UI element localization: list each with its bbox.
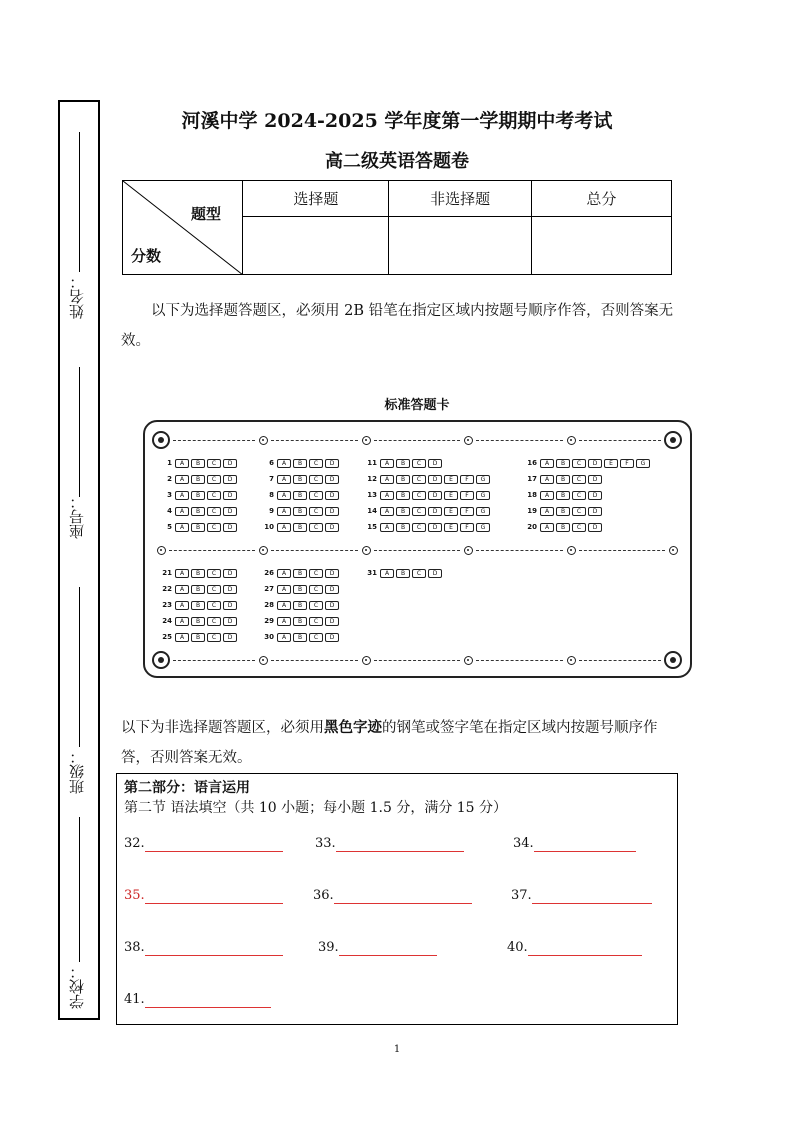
- page-subtitle: 高二级英语答题卷: [325, 151, 469, 172]
- answer-bubble[interactable]: B: [556, 523, 570, 532]
- question-number: 11: [367, 459, 377, 467]
- answer-bubble[interactable]: C: [309, 459, 323, 468]
- dashed-timing-line: [374, 440, 460, 441]
- timing-mark-icon: [157, 546, 166, 555]
- question-number: 28: [264, 601, 274, 609]
- question-number: 3: [167, 491, 172, 499]
- answer-bubble[interactable]: B: [293, 523, 307, 532]
- answer-bubble[interactable]: A: [175, 459, 189, 468]
- dashed-timing-line: [271, 660, 358, 661]
- dashed-timing-line: [579, 440, 661, 441]
- answer-bubble[interactable]: B: [191, 633, 205, 642]
- school-line: [79, 817, 80, 962]
- question-number: 25: [162, 633, 172, 641]
- blank-item: [318, 940, 437, 956]
- timing-mark-icon: [259, 656, 268, 665]
- answer-bubble[interactable]: C: [207, 601, 221, 610]
- dashed-timing-line: [579, 660, 661, 661]
- answer-bubble[interactable]: B: [396, 491, 410, 500]
- choice-instruction: 以下为选择题答题区，必须用 2B 铅笔在指定区域内按题号顺序作答，否则答案无效。: [121, 303, 674, 349]
- answer-bubble[interactable]: D: [223, 569, 237, 578]
- blank-item: [315, 836, 464, 852]
- dashed-timing-line: [169, 550, 255, 551]
- dashed-timing-line: [271, 440, 358, 441]
- answer-bubble[interactable]: C: [309, 523, 323, 532]
- answer-bubble[interactable]: D: [223, 633, 237, 642]
- answer-bubble[interactable]: A: [277, 601, 291, 610]
- answer-bubble[interactable]: D: [325, 507, 339, 516]
- question-number: 26: [264, 569, 274, 577]
- answer-bubble[interactable]: A: [380, 523, 394, 532]
- nonchoice-instruction: [121, 713, 677, 773]
- answer-bubble[interactable]: A: [175, 475, 189, 484]
- question-number: 1: [167, 459, 172, 467]
- answer-bubble[interactable]: G: [636, 459, 650, 468]
- answer-bubble[interactable]: B: [191, 475, 205, 484]
- blank-item: [507, 940, 642, 956]
- answer-bubble[interactable]: A: [277, 523, 291, 532]
- answer-bubble[interactable]: G: [476, 491, 490, 500]
- question-number: 12: [367, 475, 377, 483]
- answer-bubble[interactable]: D: [428, 523, 442, 532]
- dashed-timing-line: [173, 660, 255, 661]
- answer-bubble[interactable]: D: [588, 507, 602, 516]
- answer-bubble[interactable]: B: [293, 585, 307, 594]
- answer-bubble[interactable]: B: [396, 569, 410, 578]
- answer-bubble[interactable]: D: [588, 491, 602, 500]
- timing-mark-icon: [567, 656, 576, 665]
- answer-bubble[interactable]: B: [191, 459, 205, 468]
- blank-number: 37.: [511, 888, 532, 903]
- answer-bubble[interactable]: A: [277, 633, 291, 642]
- answer-bubble[interactable]: B: [396, 459, 410, 468]
- answer-bubble[interactable]: B: [556, 475, 570, 484]
- page-number: 1: [393, 1044, 401, 1055]
- blank-number: 32.: [124, 836, 145, 851]
- answer-bubble[interactable]: F: [460, 491, 474, 500]
- registration-mark-icon: [152, 651, 170, 669]
- col-header-total: 总分: [531, 181, 671, 217]
- grammar-answer-box: [116, 773, 678, 1025]
- answer-bubble[interactable]: D: [325, 601, 339, 610]
- timing-mark-icon: [464, 656, 473, 665]
- answer-bubble[interactable]: C: [207, 569, 221, 578]
- answer-bubble[interactable]: E: [444, 507, 458, 516]
- answer-bubble[interactable]: C: [309, 491, 323, 500]
- answer-bubble[interactable]: A: [175, 585, 189, 594]
- timing-mark-icon: [362, 546, 371, 555]
- answer-bubble[interactable]: D: [223, 585, 237, 594]
- answer-bubble[interactable]: D: [325, 491, 339, 500]
- blank-number: 36.: [313, 888, 334, 903]
- answer-bubble[interactable]: D: [428, 475, 442, 484]
- question-number: 22: [162, 585, 172, 593]
- blank-item: [124, 940, 283, 956]
- class-label: 班级：: [68, 749, 86, 795]
- name-label: 姓名：: [68, 274, 86, 320]
- diagonal-header-cell: [123, 181, 243, 275]
- score-cell-total[interactable]: [531, 217, 671, 275]
- dashed-timing-line: [374, 550, 460, 551]
- answer-bubble[interactable]: B: [556, 507, 570, 516]
- answer-bubble[interactable]: A: [540, 507, 554, 516]
- question-number: 15: [367, 523, 377, 531]
- answer-bubble[interactable]: D: [325, 633, 339, 642]
- timing-mark-icon: [464, 546, 473, 555]
- question-number: 17: [527, 475, 537, 483]
- answer-blank-line[interactable]: [145, 942, 283, 956]
- answer-blank-line[interactable]: [145, 838, 283, 852]
- answer-bubble[interactable]: B: [396, 507, 410, 516]
- answer-bubble[interactable]: A: [277, 459, 291, 468]
- answer-bubble[interactable]: B: [396, 475, 410, 484]
- answer-blank-line[interactable]: [528, 942, 642, 956]
- seat-label: 座号：: [68, 494, 86, 540]
- question-number: 19: [527, 507, 537, 515]
- student-info-sidebar: [58, 100, 100, 1020]
- answer-bubble[interactable]: C: [309, 585, 323, 594]
- answer-bubble[interactable]: A: [540, 491, 554, 500]
- answer-bubble[interactable]: C: [309, 617, 323, 626]
- question-number: 13: [367, 491, 377, 499]
- answer-bubble[interactable]: G: [476, 507, 490, 516]
- answer-bubble[interactable]: C: [309, 475, 323, 484]
- question-number: 24: [162, 617, 172, 625]
- answer-bubble[interactable]: C: [207, 617, 221, 626]
- answer-bubble[interactable]: B: [191, 585, 205, 594]
- blank-number: 41.: [124, 992, 145, 1007]
- answer-bubble[interactable]: C: [207, 585, 221, 594]
- answer-bubble[interactable]: A: [277, 569, 291, 578]
- answer-bubble[interactable]: A: [175, 633, 189, 642]
- answer-bubble[interactable]: F: [460, 475, 474, 484]
- answer-bubble[interactable]: C: [412, 491, 426, 500]
- answer-bubble[interactable]: B: [293, 569, 307, 578]
- blank-item: [313, 888, 472, 904]
- blank-item: [124, 888, 283, 904]
- registration-mark-icon: [152, 431, 170, 449]
- answer-bubble[interactable]: C: [207, 475, 221, 484]
- blank-item: [124, 992, 271, 1008]
- answer-bubble[interactable]: E: [604, 459, 618, 468]
- answer-bubble[interactable]: D: [588, 459, 602, 468]
- answer-bubble[interactable]: D: [428, 507, 442, 516]
- answer-bubble[interactable]: E: [444, 475, 458, 484]
- blank-number: 38.: [124, 940, 145, 955]
- answer-bubble[interactable]: B: [191, 507, 205, 516]
- answer-bubble[interactable]: D: [223, 523, 237, 532]
- blank-item: [124, 836, 283, 852]
- dashed-timing-line: [271, 550, 358, 551]
- answer-bubble[interactable]: B: [556, 459, 570, 468]
- question-number: 6: [269, 459, 274, 467]
- answer-bubble[interactable]: E: [444, 523, 458, 532]
- answer-bubble[interactable]: A: [380, 459, 394, 468]
- blank-item: [513, 836, 636, 852]
- question-number: 27: [264, 585, 274, 593]
- dashed-timing-line: [476, 440, 563, 441]
- answer-bubble[interactable]: A: [175, 617, 189, 626]
- answer-bubble[interactable]: D: [325, 617, 339, 626]
- question-number: 30: [264, 633, 274, 641]
- answer-bubble[interactable]: C: [412, 523, 426, 532]
- answer-bubble[interactable]: C: [412, 459, 426, 468]
- section-heading: 第二部分：语言运用: [124, 780, 250, 796]
- timing-mark-icon: [362, 436, 371, 445]
- answer-bubble[interactable]: E: [444, 491, 458, 500]
- answer-bubble[interactable]: D: [223, 507, 237, 516]
- blank-item: [511, 888, 652, 904]
- answer-bubble[interactable]: C: [572, 459, 586, 468]
- question-number: 29: [264, 617, 274, 625]
- answer-bubble[interactable]: D: [428, 459, 442, 468]
- answer-blank-line[interactable]: [534, 838, 636, 852]
- blank-number: 40.: [507, 940, 528, 955]
- question-number: 20: [527, 523, 537, 531]
- answer-bubble[interactable]: F: [460, 507, 474, 516]
- answer-blank-line[interactable]: [336, 838, 464, 852]
- answer-bubble[interactable]: C: [412, 475, 426, 484]
- answer-bubble[interactable]: G: [476, 523, 490, 532]
- question-number: 2: [167, 475, 172, 483]
- blank-number: 34.: [513, 836, 534, 851]
- timing-mark-icon: [669, 546, 678, 555]
- answer-bubble[interactable]: D: [325, 459, 339, 468]
- dashed-timing-line: [476, 660, 563, 661]
- answer-bubble[interactable]: D: [325, 475, 339, 484]
- answer-bubble[interactable]: D: [223, 475, 237, 484]
- answer-bubble[interactable]: A: [380, 475, 394, 484]
- timing-mark-icon: [464, 436, 473, 445]
- instruction2-bold: 黑色字迹: [324, 720, 382, 736]
- answer-card: [143, 420, 692, 678]
- timing-mark-icon: [259, 546, 268, 555]
- diag-top-label: 题型: [191, 205, 222, 223]
- question-number: 21: [162, 569, 172, 577]
- answer-bubble[interactable]: C: [572, 491, 586, 500]
- answer-bubble[interactable]: B: [191, 569, 205, 578]
- blank-number: 33.: [315, 836, 336, 851]
- answer-bubble[interactable]: C: [572, 507, 586, 516]
- answer-bubble[interactable]: B: [293, 475, 307, 484]
- answer-bubble[interactable]: A: [277, 491, 291, 500]
- seat-line: [79, 367, 80, 497]
- question-number: 14: [367, 507, 377, 515]
- answer-bubble[interactable]: D: [588, 523, 602, 532]
- question-number: 8: [269, 491, 274, 499]
- diag-bottom-label: 分数: [131, 247, 162, 265]
- answer-bubble[interactable]: B: [191, 601, 205, 610]
- instruction2-after: 的钢笔或签字笔在指定区域内按题号顺序作答，否则答案无效。: [121, 720, 658, 766]
- blank-number: 35.: [124, 888, 145, 903]
- answer-bubble[interactable]: D: [223, 617, 237, 626]
- question-number: 10: [264, 523, 274, 531]
- timing-mark-icon: [567, 546, 576, 555]
- answer-bubble[interactable]: C: [572, 475, 586, 484]
- blank-number: 39.: [318, 940, 339, 955]
- answer-bubble[interactable]: A: [277, 507, 291, 516]
- score-cell-nonchoice[interactable]: [389, 217, 531, 275]
- answer-bubble[interactable]: D: [325, 585, 339, 594]
- answer-bubble[interactable]: G: [476, 475, 490, 484]
- class-line: [79, 587, 80, 747]
- answer-bubble[interactable]: F: [460, 523, 474, 532]
- answer-bubble[interactable]: D: [325, 523, 339, 532]
- answer-blank-line[interactable]: [145, 890, 283, 904]
- col-header-choice: 选择题: [243, 181, 389, 217]
- col-header-nonchoice: 非选择题: [389, 181, 531, 217]
- page-title: 河溪中学 2024-2025 学年度第一学期期中考考试: [181, 110, 613, 132]
- dashed-timing-line: [579, 550, 665, 551]
- timing-mark-icon: [567, 436, 576, 445]
- answer-bubble[interactable]: D: [428, 569, 442, 578]
- answer-bubble[interactable]: D: [223, 601, 237, 610]
- question-number: 4: [167, 507, 172, 515]
- answer-bubble[interactable]: C: [309, 633, 323, 642]
- answer-bubble[interactable]: C: [207, 459, 221, 468]
- answer-bubble[interactable]: A: [175, 507, 189, 516]
- question-number: 18: [527, 491, 537, 499]
- answer-bubble[interactable]: A: [175, 601, 189, 610]
- answer-bubble[interactable]: B: [396, 523, 410, 532]
- score-table: [122, 180, 672, 275]
- dashed-timing-line: [476, 550, 563, 551]
- answer-bubble[interactable]: A: [380, 491, 394, 500]
- answer-bubble[interactable]: A: [380, 569, 394, 578]
- answer-bubble[interactable]: B: [293, 459, 307, 468]
- question-number: 7: [269, 475, 274, 483]
- answer-bubble[interactable]: B: [293, 491, 307, 500]
- answer-bubble[interactable]: B: [293, 617, 307, 626]
- registration-mark-icon: [664, 431, 682, 449]
- timing-mark-icon: [259, 436, 268, 445]
- answer-bubble[interactable]: A: [277, 617, 291, 626]
- answer-bubble[interactable]: B: [293, 507, 307, 516]
- answer-bubble[interactable]: C: [309, 601, 323, 610]
- answer-bubble[interactable]: B: [293, 601, 307, 610]
- score-cell-choice[interactable]: [243, 217, 389, 275]
- answer-bubble[interactable]: D: [223, 491, 237, 500]
- answer-bubble[interactable]: A: [175, 569, 189, 578]
- answer-bubble[interactable]: A: [175, 523, 189, 532]
- answer-bubble[interactable]: B: [556, 491, 570, 500]
- answer-bubble[interactable]: C: [207, 507, 221, 516]
- answer-bubble[interactable]: A: [540, 523, 554, 532]
- answer-blank-line[interactable]: [334, 890, 472, 904]
- answer-bubble[interactable]: C: [309, 507, 323, 516]
- answer-bubble[interactable]: A: [540, 459, 554, 468]
- answer-bubble[interactable]: C: [207, 491, 221, 500]
- answer-bubble[interactable]: B: [293, 633, 307, 642]
- answer-bubble[interactable]: D: [588, 475, 602, 484]
- timing-mark-icon: [362, 656, 371, 665]
- answer-bubble[interactable]: C: [412, 507, 426, 516]
- answer-bubble[interactable]: C: [207, 523, 221, 532]
- dashed-timing-line: [374, 660, 460, 661]
- answer-bubble[interactable]: A: [380, 507, 394, 516]
- answer-bubble[interactable]: B: [191, 617, 205, 626]
- answer-bubble[interactable]: B: [191, 491, 205, 500]
- instruction2-before: 以下为非选择题答题区，必须用: [121, 720, 324, 736]
- answer-bubble[interactable]: C: [572, 523, 586, 532]
- question-number: 5: [167, 523, 172, 531]
- answer-bubble[interactable]: B: [191, 523, 205, 532]
- answer-bubble[interactable]: A: [277, 585, 291, 594]
- answer-bubble[interactable]: F: [620, 459, 634, 468]
- question-number: 9: [269, 507, 274, 515]
- answer-card-title: 标准答题卡: [384, 398, 450, 413]
- answer-blank-line[interactable]: [532, 890, 652, 904]
- answer-bubble[interactable]: D: [325, 569, 339, 578]
- question-number: 16: [527, 459, 537, 467]
- school-label: 学校：: [68, 964, 86, 1010]
- answer-bubble[interactable]: C: [309, 569, 323, 578]
- dashed-timing-line: [173, 440, 255, 441]
- answer-bubble[interactable]: C: [412, 569, 426, 578]
- registration-mark-icon: [664, 651, 682, 669]
- question-number: 23: [162, 601, 172, 609]
- question-number: 31: [367, 569, 377, 577]
- answer-bubble[interactable]: A: [175, 491, 189, 500]
- answer-blank-line[interactable]: [339, 942, 437, 956]
- answer-bubble[interactable]: A: [277, 475, 291, 484]
- answer-blank-line[interactable]: [145, 994, 271, 1008]
- section-subheading: 第二节 语法填空（共 10 小题；每小题 1.5 分，满分 15 分）: [124, 800, 508, 816]
- answer-bubble[interactable]: A: [540, 475, 554, 484]
- answer-bubble[interactable]: D: [428, 491, 442, 500]
- answer-bubble[interactable]: C: [207, 633, 221, 642]
- answer-bubble[interactable]: D: [223, 459, 237, 468]
